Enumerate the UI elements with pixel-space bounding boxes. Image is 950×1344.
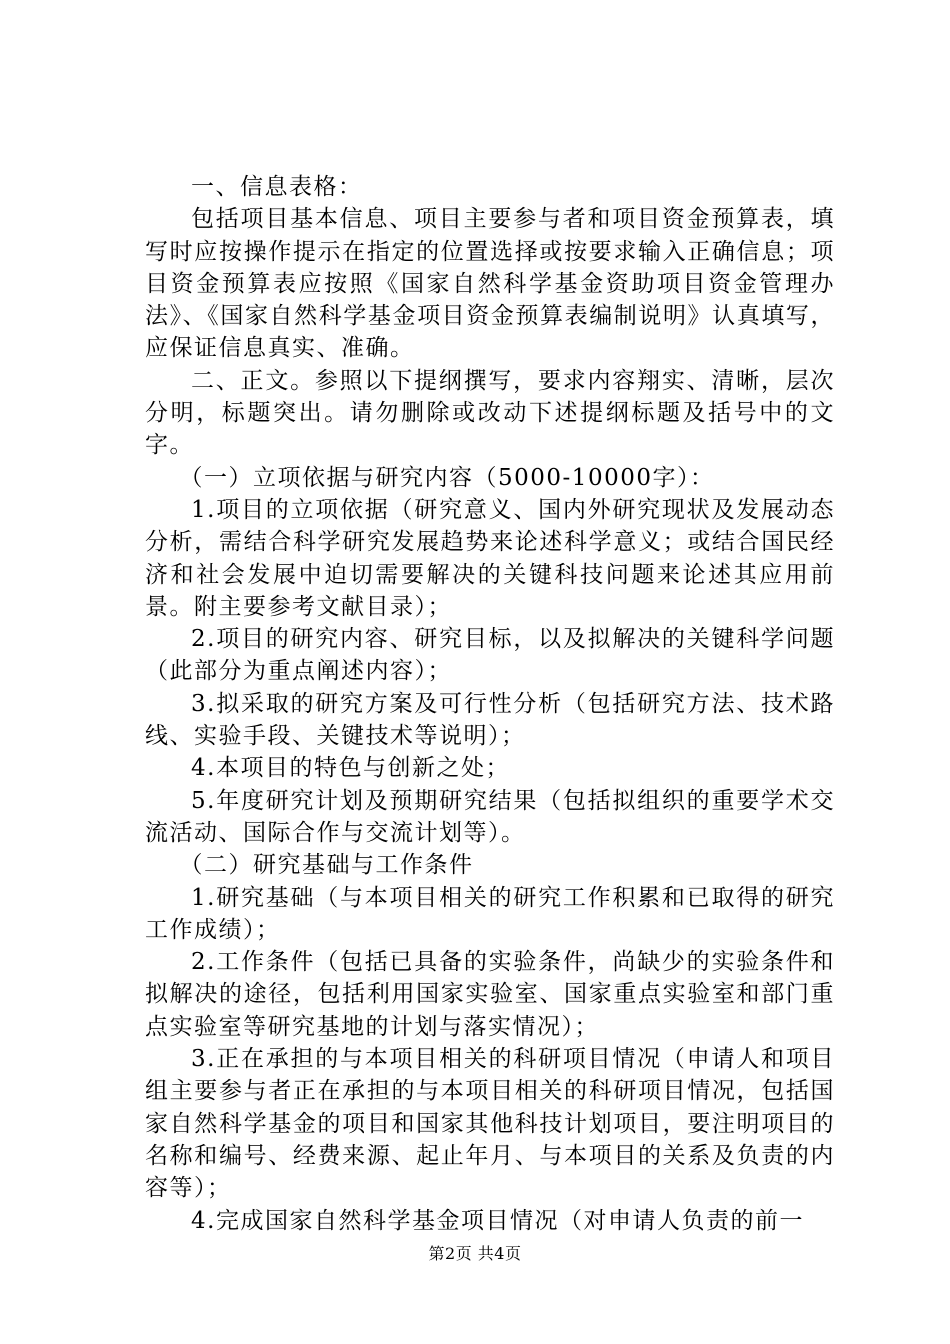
page-footer: 第2页 共4页 (428, 1244, 522, 1263)
paragraph-foundation-4: 4.完成国家自然科学基金项目情况（对申请人负责的前一 (191, 1207, 804, 1234)
paragraph-section-foundation: （二）研究基础与工作条件 (179, 852, 474, 879)
document-body (145, 171, 835, 1237)
paragraph-item-5: 5.年度研究计划及预期研究结果（包括拟组织的重要学术交流活动、国际合作与交流计划等）。 (145, 787, 835, 846)
paragraph-item-3: 3.拟采取的研究方案及可行性分析（包括研究方法、技术路线、实验手段、关键技术等说明）； (145, 690, 835, 750)
paragraph-foundation-1: 1.研究基础（与本项目相关的研究工作积累和已取得的研究工作成绩）； (145, 884, 835, 943)
paragraph-section-basis: （一）立项依据与研究内容（5000-10000字）： (179, 464, 715, 491)
paragraph-info-table-desc: 包括项目基本信息、项目主要参与者和项目资金预算表，填写时应按操作提示在指定的位置选择或按要求输入正确信息；项目资金预算表应按照《国家自然科学基金资助项目资金管理办法》、《国家自然科学基金项目资金预算表编制说明》认真填写，应保证信息真实、准确。 (145, 206, 835, 362)
paragraph-heading-info-table: 一、信息表格： (191, 174, 363, 200)
paragraph-item-1: 1.项目的立项依据（研究意义、国内外研究现状及发展动态分析，需结合科学研究发展趋势来论述科学意义；或结合国民经济和社会发展中迫切需要解决的关键科技问题来论述其应用前景。附主要参考文献目录）； (145, 496, 835, 620)
paragraph-item-4: 4.本项目的特色与创新之处； (191, 755, 510, 782)
paragraph-heading-main-text: 二、正文。参照以下提纲撰写，要求内容翔实、清晰，层次分明，标题突出。请勿删除或改动下述提纲标题及括号中的文字。 (145, 367, 835, 459)
paragraph-foundation-3: 3.正在承担的与本项目相关的科研项目情况（申请人和项目组主要参与者正在承担的与本项目相关的科研项目情况，包括国家自然科学基金的项目和国家其他科技计划项目，要注明项目的名称和编号、经费来源、起止年月、与本项目的关系及负责的内容等）； (145, 1046, 835, 1202)
paragraph-foundation-2: 2.工作条件（包括已具备的实验条件，尚缺少的实验条件和拟解决的途径，包括利用国家实验室、国家重点实验室和部门重点实验室等研究基地的计划与落实情况）； (145, 949, 835, 1040)
paragraph-item-2: 2.项目的研究内容、研究目标，以及拟解决的关键科学问题（此部分为重点阐述内容）； (145, 626, 835, 685)
